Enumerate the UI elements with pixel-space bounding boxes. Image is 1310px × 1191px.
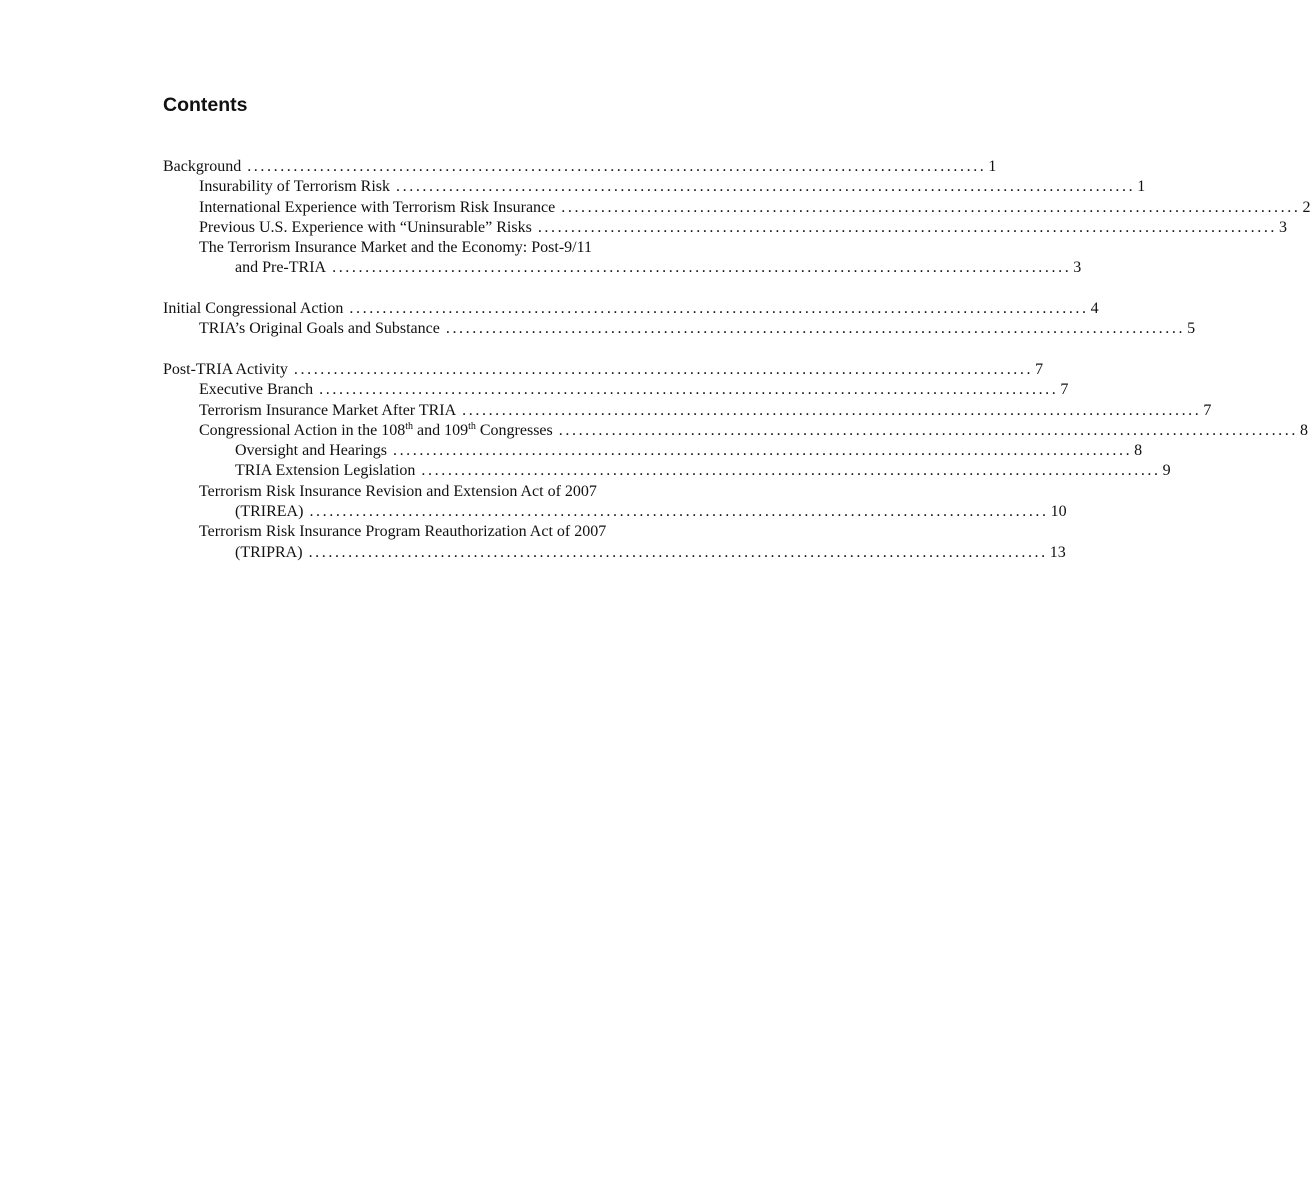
dot-leader: ................................................................................................................ (462, 401, 1202, 419)
toc-entry-tripra-continuation[interactable] (163, 543, 1066, 563)
toc-entry-title: Insurability of Terrorism Risk (199, 178, 391, 196)
toc-entry-tria-extension-legislation[interactable] (163, 461, 1171, 481)
toc-entry-market-economy[interactable] (163, 238, 758, 258)
toc-entry-title: Executive Branch (199, 381, 314, 399)
toc-entry-congressional-action-108-109[interactable] (163, 420, 1308, 441)
toc-entry-trirea[interactable] (163, 482, 758, 502)
toc-entry-title: Background (163, 158, 242, 175)
toc-entry-market-economy-continuation[interactable] (163, 258, 1082, 278)
toc-section-post-tria-activity (163, 360, 1308, 563)
toc-entry-international-experience[interactable] (163, 198, 1310, 218)
toc-entry-trirea-continuation[interactable] (163, 502, 1067, 522)
ordinal-suffix: th (468, 420, 476, 432)
toc-section-background (163, 157, 1310, 279)
toc-entry-continuation: and Pre-TRIA (235, 259, 327, 277)
toc-entry-title: TRIA’s Original Goals and Substance (199, 320, 440, 338)
toc-entry-title: International Experience with Terrorism Risk Insurance (199, 198, 556, 216)
toc-page-number: 7 (1035, 360, 1044, 378)
toc-page-number: 7 (1203, 401, 1212, 419)
toc-entry-title: Terrorism Insurance Market After TRIA (199, 401, 457, 419)
toc-entry-executive-branch[interactable] (163, 380, 1069, 400)
dot-leader: ................................................................................................................ (392, 442, 1133, 460)
toc-entry-title: TRIA Extension Legislation (235, 462, 416, 480)
toc-entry-tria-original-goals[interactable] (163, 319, 1196, 339)
toc-entry-background[interactable] (163, 157, 997, 177)
toc-page-number: 3 (1073, 259, 1082, 277)
toc-entry-tripra[interactable] (163, 522, 758, 542)
toc-entry-title: The Terrorism Insurance Market and the Economy: Post-9/11 (199, 239, 592, 257)
dot-leader: ................................................................................................................ (309, 503, 1049, 521)
toc-page-number: 8 (1299, 421, 1308, 439)
dot-leader: ................................................................................................................ (558, 421, 1298, 439)
toc-entry-title: Previous U.S. Experience with “Uninsurable” Risks (199, 218, 532, 236)
toc-entry-insurability[interactable] (163, 177, 1146, 197)
toc-page-number: 9 (1162, 462, 1171, 480)
toc-entry-title: Post-TRIA Activity (163, 360, 288, 378)
toc-entry-market-after-tria[interactable] (163, 401, 1212, 421)
ordinal-suffix: th (405, 420, 413, 432)
toc-entry-oversight-hearings[interactable] (163, 441, 1143, 461)
toc-page-number: 5 (1187, 320, 1196, 338)
dot-leader: ................................................................................................................ (308, 543, 1048, 561)
toc-entry-title: Initial Congressional Action (163, 300, 344, 318)
toc-page-number: 10 (1050, 503, 1067, 521)
toc-entry-title: Oversight and Hearings (235, 442, 387, 460)
dot-leader: ................................................................................................................ (561, 198, 1301, 216)
toc-page-number: 2 (1302, 198, 1310, 216)
toc-entry-initial-congressional-action[interactable] (163, 299, 1099, 319)
dot-leader: ................................................................................................................ (247, 158, 987, 175)
toc-section-initial-congressional-action (163, 299, 1196, 340)
dot-leader: ................................................................................................................ (319, 381, 1059, 399)
toc-entry-title: Terrorism Risk Insurance Program Reauthorization Act of 2007 (199, 523, 607, 541)
toc-page-number: 1 (1137, 178, 1146, 196)
dot-leader: ................................................................................................................ (445, 320, 1186, 338)
toc-entry-post-tria-activity[interactable] (163, 360, 1044, 380)
toc-entry-continuation: (TRIPRA) (235, 543, 303, 561)
toc-page-number: 7 (1060, 381, 1069, 399)
contents-heading: Contents (163, 94, 248, 116)
title-part: Congressional Action in the 108 (199, 421, 406, 439)
dot-leader: ................................................................................................................ (349, 300, 1089, 318)
title-part: Congresses (475, 421, 553, 439)
toc-entry-title (199, 421, 559, 441)
dot-leader: ................................................................................................................ (332, 259, 1072, 277)
toc-page-number: 8 (1134, 442, 1143, 460)
toc-entry-previous-us-experience[interactable] (163, 218, 1288, 238)
toc-page-number: 13 (1049, 543, 1066, 561)
toc-entry-continuation: (TRIREA) (235, 503, 304, 521)
dot-leader: ................................................................................................................ (293, 360, 1034, 378)
toc-page-number: 3 (1279, 218, 1288, 236)
table-of-contents (163, 157, 1310, 583)
toc-page-number: 1 (988, 158, 997, 175)
dot-leader: ................................................................................................................ (537, 218, 1278, 236)
toc-entry-title: Terrorism Risk Insurance Revision and Extension Act of 2007 (199, 482, 597, 500)
dot-leader: ................................................................................................................ (421, 462, 1161, 480)
toc-page-number: 4 (1090, 300, 1099, 318)
dot-leader: ................................................................................................................ (396, 178, 1136, 196)
title-part: and 109 (412, 421, 469, 439)
